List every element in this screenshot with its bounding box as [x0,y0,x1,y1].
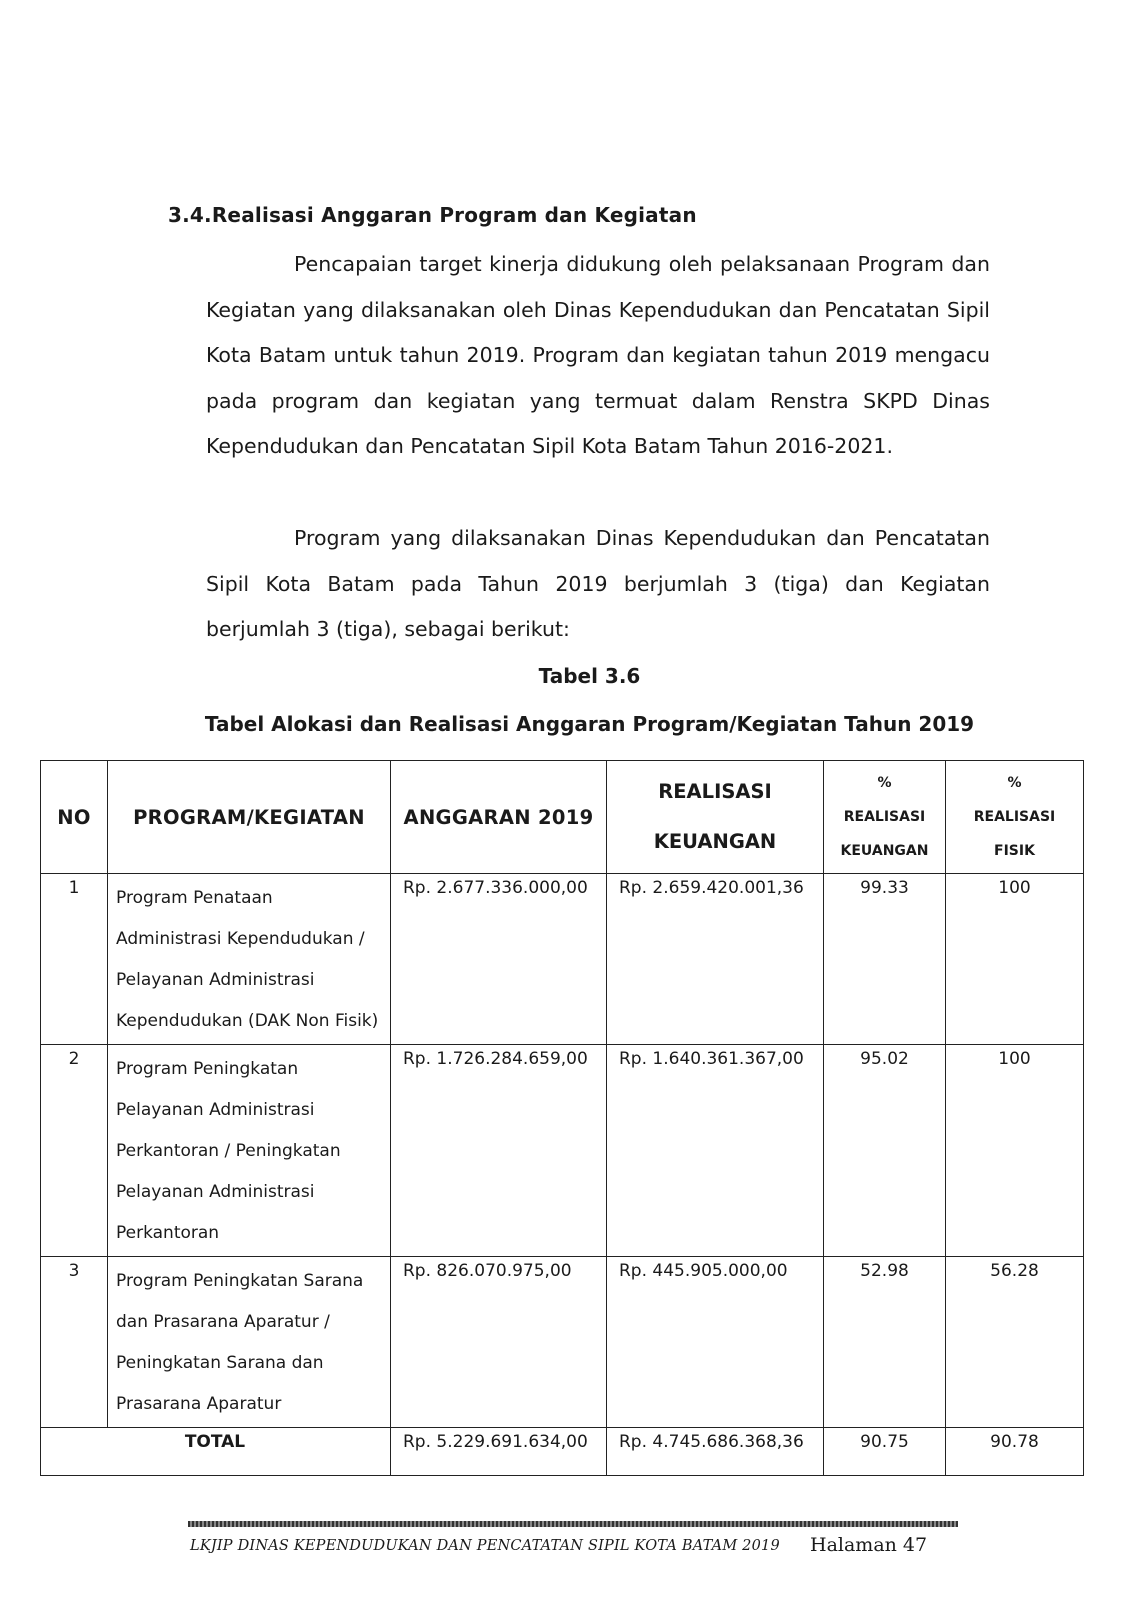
total-realisasi: Rp. 4.745.686.368,36 [607,1428,824,1476]
header-pct-keu-line3: KEUANGAN [840,843,929,859]
header-realisasi-line2: KEUANGAN [653,830,777,853]
footer-document-title: LKJIP DINAS KEPENDUDUKAN DAN PENCATATAN SIPIL KOTA BATAM 2019 [190,1538,780,1554]
row-anggaran: Rp. 2.677.336.000,00 [391,874,607,1045]
header-pct-fisik-line2: REALISASI [973,809,1056,825]
header-pct-realisasi-fisik [946,761,1084,874]
header-pct-keu-line1: % [877,775,892,791]
row-pct-keuangan: 99.33 [824,874,946,1045]
row-anggaran: Rp. 826.070.975,00 [391,1257,607,1428]
table-row [41,874,1084,1045]
row-no: 3 [41,1257,108,1428]
total-pct-keuangan: 90.75 [824,1428,946,1476]
row-program: Program Penataan Administrasi Kependudukan / Pelayanan Administrasi Kependudukan (DAK Non Fisik) [108,874,391,1045]
row-realisasi: Rp. 445.905.000,00 [607,1257,824,1428]
header-anggaran: ANGGARAN 2019 [391,761,607,874]
row-no: 1 [41,874,108,1045]
budget-table [40,760,1084,1476]
row-pct-fisik: 100 [946,874,1084,1045]
header-realisasi-keuangan [607,761,824,874]
footer-page-number: Halaman 47 [810,1534,928,1556]
row-pct-keuangan: 95.02 [824,1045,946,1257]
total-label: TOTAL [41,1428,391,1476]
table-header-row [41,761,1084,874]
row-pct-fisik: 100 [946,1045,1084,1257]
header-pct-realisasi-keuangan [824,761,946,874]
row-realisasi: Rp. 1.640.361.367,00 [607,1045,824,1257]
row-program: Program Peningkatan Sarana dan Prasarana Aparatur / Peningkatan Sarana dan Prasarana Aparatur [108,1257,391,1428]
paragraph-intro: Pencapaian target kinerja didukung oleh pelaksanaan Program dan Kegiatan yang dilaksanakan oleh Dinas Kependudukan dan Pencatatan Sipil Kota Batam untuk tahun 2019. Program dan kegiatan tahun 2019 mengacu pada program dan kegiatan yang termuat dalam Renstra SKPD Dinas Kependudukan dan Pencatatan Sipil Kota Batam Tahun 2016-2021. [206,252,990,458]
row-pct-fisik: 56.28 [946,1257,1084,1428]
total-anggaran: Rp. 5.229.691.634,00 [391,1428,607,1476]
header-pct-keu-line2: REALISASI [843,809,926,825]
table-total-row [41,1428,1084,1476]
row-no: 2 [41,1045,108,1257]
row-pct-keuangan: 52.98 [824,1257,946,1428]
table-row [41,1257,1084,1428]
header-pct-fisik-line3: FISIK [994,843,1035,859]
row-program: Program Peningkatan Pelayanan Administrasi Perkantoran / Peningkatan Pelayanan Administrasi Perkantoran [108,1045,391,1257]
table-row [41,1045,1084,1257]
row-realisasi: Rp. 2.659.420.001,36 [607,874,824,1045]
table-number: Tabel 3.6 [538,664,641,688]
total-pct-fisik: 90.78 [946,1428,1084,1476]
section-title: 3.4.Realisasi Anggaran Program dan Kegiatan [168,203,697,227]
header-no: NO [41,761,108,874]
footer-divider [188,1521,958,1527]
row-anggaran: Rp. 1.726.284.659,00 [391,1045,607,1257]
table-caption: Tabel Alokasi dan Realisasi Anggaran Program/Kegiatan Tahun 2019 [204,712,975,736]
header-program: PROGRAM/KEGIATAN [108,761,391,874]
header-pct-fisik-line1: % [1007,775,1022,791]
paragraph-program-count: Program yang dilaksanakan Dinas Kependudukan dan Pencatatan Sipil Kota Batam pada Tahun 2019 berjumlah 3 (tiga) dan Kegiatan berjumlah 3 (tiga), sebagai berikut: [206,526,990,641]
header-realisasi-line1: REALISASI [658,780,772,803]
